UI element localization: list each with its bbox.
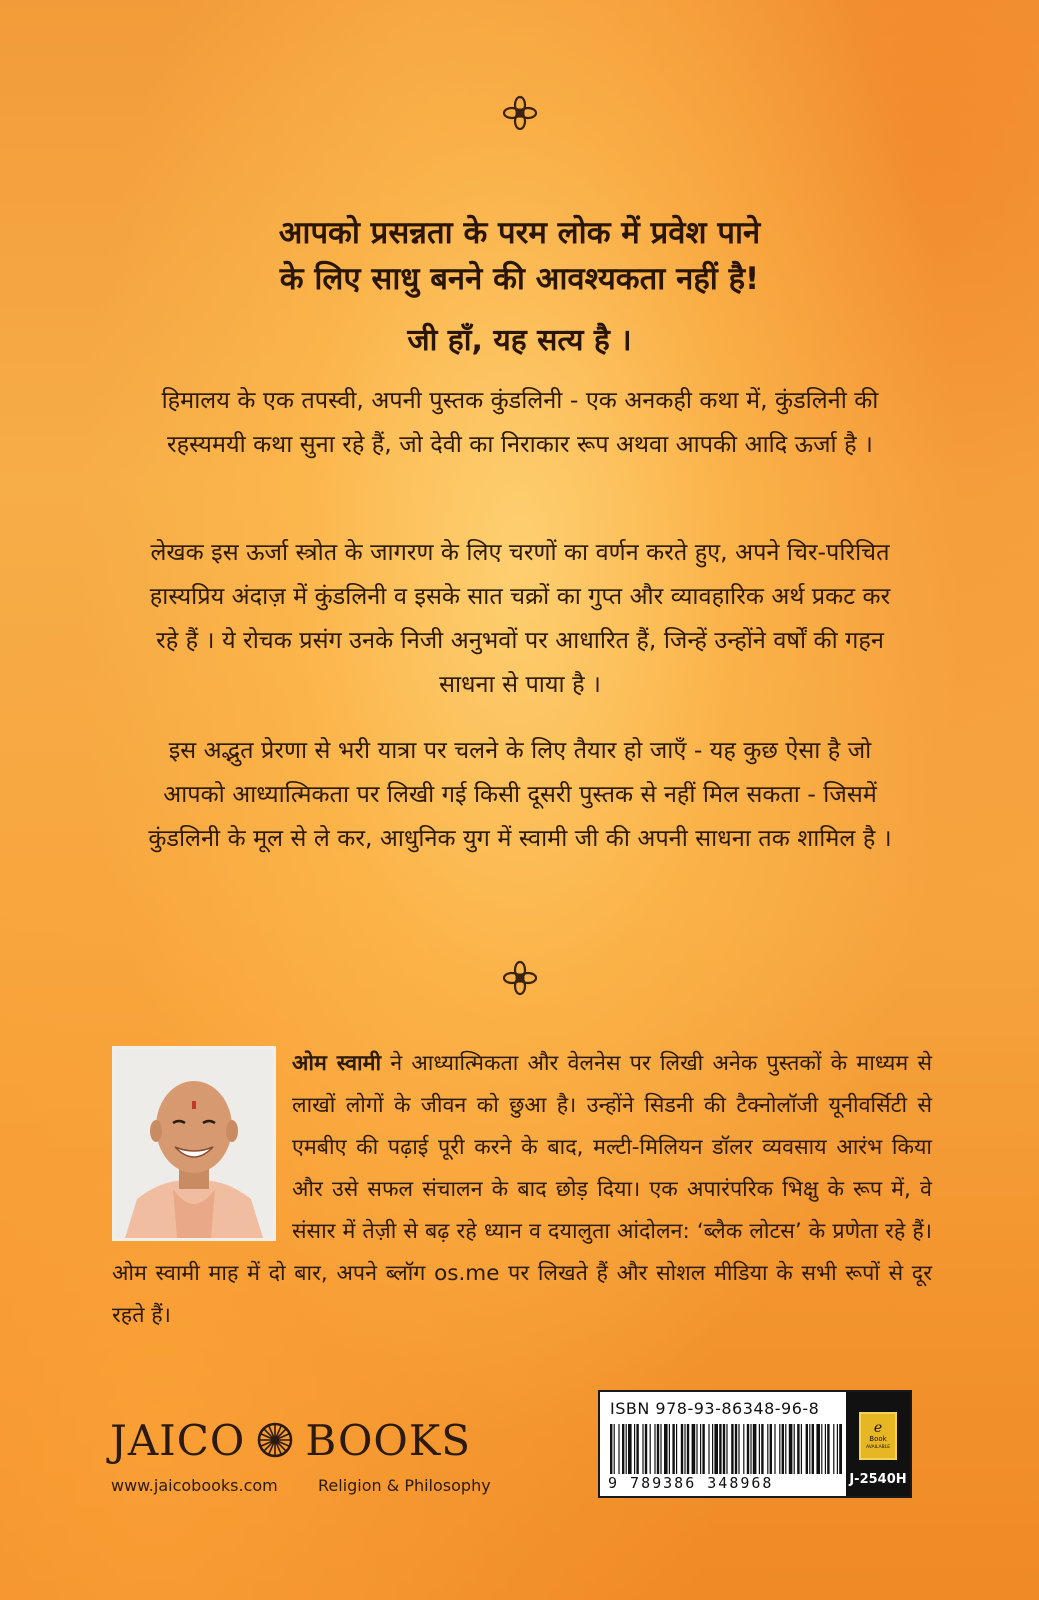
chakra-wheel-icon xyxy=(257,1422,293,1458)
book-category: Religion & Philosophy xyxy=(318,1476,491,1495)
barcode-bar xyxy=(794,1424,795,1474)
barcode-bar xyxy=(714,1424,718,1474)
blurb-paragraph-3: इस अद्भुत प्रेरणा से भरी यात्रा पर चलने के लिए तैयार हो जाएँ - यह कुछ ऐसा है जो आपको आध्यात्मिकता पर लिखी गई किसी दूसरी पुस्तक से नहीं मिल सकता - जिसमें कुंडलिनी के मूल से ले कर, आधुनिक युग में स्वामी जी की अपनी साधना तक शामिल है । xyxy=(148,736,892,852)
author-name: ओम स्वामी xyxy=(292,1051,382,1076)
barcode-bar xyxy=(645,1424,647,1474)
barcode-bar xyxy=(684,1424,685,1474)
barcode-bar xyxy=(797,1424,799,1474)
headline-line-2: के लिए साधु बनने की आवश्यकता नहीं है! xyxy=(279,261,760,297)
ebook-available-badge xyxy=(859,1412,897,1460)
barcode-bar xyxy=(761,1424,763,1474)
barcode-bar xyxy=(687,1424,689,1474)
barcode-bar xyxy=(825,1424,826,1474)
lotus-ornament-icon xyxy=(500,958,540,998)
barcode-bar xyxy=(782,1424,784,1474)
barcode-bar xyxy=(618,1424,619,1474)
barcode-bar xyxy=(770,1424,772,1474)
logo-jaico: JAICO xyxy=(110,1415,246,1465)
barcode-bar xyxy=(696,1424,697,1474)
barcode-bar xyxy=(743,1424,744,1474)
barcode-bar xyxy=(812,1424,814,1474)
barcode-bar xyxy=(785,1424,786,1474)
barcode-bar xyxy=(692,1424,696,1474)
barcode-bar xyxy=(747,1424,749,1474)
barcode-bar xyxy=(669,1424,670,1474)
barcode-bar xyxy=(654,1424,655,1474)
barcode-bar xyxy=(816,1424,820,1474)
publisher-logo xyxy=(110,1415,471,1465)
barcode-bar xyxy=(726,1424,727,1474)
barcode-bar xyxy=(610,1424,612,1474)
barcode-bar xyxy=(779,1424,780,1474)
headline xyxy=(0,210,1039,302)
barcode-bar xyxy=(702,1424,704,1474)
barcode-icon xyxy=(608,1424,842,1474)
barcode-bar xyxy=(809,1424,810,1474)
barcode-bar xyxy=(750,1424,751,1474)
barcode-bar xyxy=(614,1424,615,1474)
logo-books: BOOKS xyxy=(305,1415,471,1465)
barcode-bar xyxy=(634,1424,635,1474)
publisher-website: www.jaicobooks.com xyxy=(111,1476,278,1495)
barcode-bar xyxy=(719,1424,721,1474)
barcode-bar xyxy=(636,1424,638,1474)
barcode-bar xyxy=(801,1424,802,1474)
ebook-available: AVAILABLE xyxy=(865,1445,891,1450)
barcode-bar xyxy=(767,1424,768,1474)
barcode-bar xyxy=(622,1424,624,1474)
barcode-bar xyxy=(708,1424,709,1474)
ebook-panel xyxy=(846,1392,910,1496)
barcode-bar xyxy=(735,1424,737,1474)
barcode-bar xyxy=(626,1424,627,1474)
ebook-book: Book xyxy=(869,1435,887,1443)
isbn-barcode-box xyxy=(598,1390,912,1498)
barcode-bar xyxy=(642,1424,643,1474)
barcode-bar xyxy=(628,1424,632,1474)
isbn-number: ISBN 978-93-86348-96-8 xyxy=(610,1399,820,1418)
lotus-ornament-icon xyxy=(500,93,540,133)
barcode-bar xyxy=(672,1424,674,1474)
blurb-paragraph-2: लेखक इस ऊर्जा स्त्रोत के जागरण के लिए चरणों का वर्णन करते हुए, अपने चिर-परिचित हास्यप्रिय अंदाज़ में कुंडलिनी व इसके सात चक्रों का गुप्त और व्यावहारिक अर्थ प्रकट कर रहे हैं । ये रोचक प्रसंग उनके निजी अनुभवों पर आधारित हैं, जिन्हें उन्होंने वर्षों की गहन साधना से पाया है । xyxy=(149,538,891,698)
barcode-bar xyxy=(821,1424,822,1474)
barcode-bar xyxy=(789,1424,793,1474)
barcode-bar xyxy=(731,1424,733,1474)
barcode-bar xyxy=(774,1424,775,1474)
barcode-bar xyxy=(833,1424,834,1474)
ebook-e: e xyxy=(873,1420,883,1436)
barcode-bar xyxy=(657,1424,659,1474)
barcode-bar xyxy=(738,1424,739,1474)
headline-line-1: आपको प्रसन्नता के परम लोक में प्रवेश पाने xyxy=(278,215,761,251)
barcode-bar xyxy=(753,1424,757,1474)
product-code: J-2540H xyxy=(849,1472,907,1487)
barcode-bar xyxy=(676,1424,677,1474)
barcode-bar xyxy=(806,1424,808,1474)
barcode-bar xyxy=(837,1424,838,1474)
barcode-digits: 9 789386 348968 xyxy=(608,1474,774,1492)
barcode-bar xyxy=(660,1424,661,1474)
barcode-bar xyxy=(664,1424,668,1474)
barcode-bar xyxy=(650,1424,651,1474)
barcode-bar xyxy=(827,1424,829,1474)
blurb-paragraph-1: हिमालय के एक तपस्वी, अपनी पुस्तक कुंडलिनी - एक अनकही कथा में, कुंडलिनी की रहस्यमयी कथा सुना रहे हैं, जो देवी का निराकार रूप अथवा आपकी आदि ऊर्जा है । xyxy=(161,386,879,458)
barcode-bar xyxy=(712,1424,713,1474)
barcode-bar xyxy=(681,1424,683,1474)
barcode-bar xyxy=(839,1424,842,1474)
author-photo xyxy=(112,1046,276,1241)
barcode-bar xyxy=(700,1424,701,1474)
barcode-bar xyxy=(723,1424,725,1474)
barcode-bar xyxy=(759,1424,760,1474)
sub-headline: जी हाँ, यह सत्य है । xyxy=(407,323,632,358)
author-bio-text: ने आध्यात्मिकता और वेलनेस पर लिखी अनेक पुस्तकों के माध्यम से लाखों लोगों के जीवन को छुआ है। उन्होंने सिडनी की टैक्नोलॉजी यूनीवर्सिटी से एमबीए की पढ़ाई पूरी करने के बाद, मल्टी-मिलियन डॉलर व्यवसाय आरंभ किया और उसे सफल संचालन के बाद छोड़ दिया। एक अपारंपरिक भिक्षु के रूप में, वे संसार में तेज़ी से बढ़ रहे ध्यान व दयालुता आंदोलन: ‘ब्लैक लोटस’ के प्रणेता रहे हैं। ओम स्वामी माह में दो बार, अपने ब्लॉग os.me पर लिखते हैं और सोशल मीडिया के सभी रूपों से दूर रहते हैं। xyxy=(112,1051,932,1328)
